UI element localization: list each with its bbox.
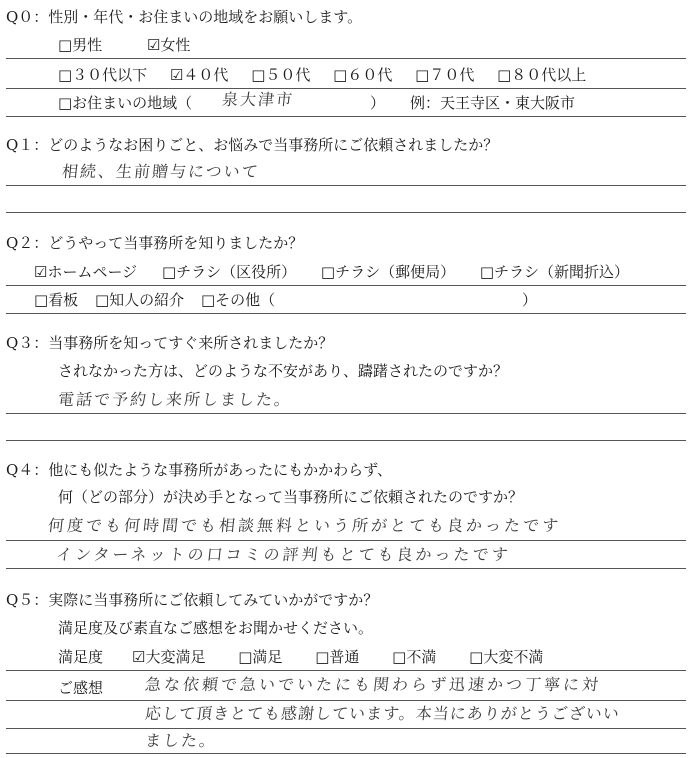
divider: [6, 58, 686, 59]
age-options: [58, 66, 604, 84]
impression-line3[interactable]: ました。: [144, 731, 219, 750]
region-label: □お住まいの地域（: [58, 94, 193, 112]
q1-answer[interactable]: 相続、生前贈与について: [61, 162, 261, 181]
checkbox-age-50s[interactable]: □５０代: [251, 66, 311, 84]
checkbox-very-satisfied[interactable]: ☑大変満足: [132, 648, 206, 666]
divider: [6, 700, 686, 701]
checkbox-other[interactable]: □その他（: [200, 291, 276, 309]
q5-title: Q５：実際に当事務所にご依頼してみていかがですか？: [6, 591, 379, 609]
satisfaction-label: 満足度: [58, 648, 104, 666]
checkbox-flyer-post-office[interactable]: □チラシ（郵便局）: [320, 263, 456, 281]
checkbox-age-30s-under[interactable]: □３０代以下: [58, 66, 148, 84]
divider: [6, 413, 686, 414]
q4-subtitle: 何（どの部分）が決め手となって当事務所にご依頼されたのですか？: [58, 488, 524, 506]
q2-title: Q２：どうやって当事務所を知りましたか？: [6, 234, 304, 252]
q3-answer[interactable]: 電話で予約し来所しました。: [57, 390, 294, 409]
q0-title: Q０：性別・年代・お住まいの地域をお願いします。: [6, 8, 363, 26]
divider: [6, 285, 686, 286]
checkbox-age-40s[interactable]: ☑４０代: [169, 66, 229, 84]
divider: [6, 116, 686, 117]
checkbox-male[interactable]: □男性: [58, 36, 103, 54]
region-close: ）: [370, 94, 386, 112]
checkbox-flyer-newspaper[interactable]: □チラシ（新聞折込）: [479, 263, 630, 281]
divider: [6, 88, 686, 89]
divider: [6, 568, 686, 569]
impression-line2[interactable]: 応して頂きとても感謝しています。本当にありがとうございい: [144, 704, 621, 723]
checkbox-referral[interactable]: □知人の紹介: [94, 291, 185, 309]
satisfaction-options: [132, 648, 561, 666]
impression-line1[interactable]: 急な依頼で急いでいたにも関わらず迅速かつ丁寧に対: [144, 675, 603, 694]
divider: [6, 185, 686, 186]
q4-answer-line2[interactable]: インターネットの口コミの評判もとても良かったです: [55, 545, 512, 564]
checkbox-age-80s-over[interactable]: □８０代以上: [497, 66, 587, 84]
q4-title: Q４：他にも似たような事務所があったにもかかわらず、: [6, 461, 392, 479]
checkbox-very-dissatisfied[interactable]: □大変不満: [469, 648, 544, 666]
q2-options-row2: [34, 291, 293, 309]
checkbox-signboard[interactable]: □看板: [34, 291, 79, 309]
checkbox-homepage[interactable]: ☑ホームページ: [34, 263, 138, 281]
q1-title: Q１：どのようなお困りごと、お悩みで当事務所にご依頼されましたか？: [6, 136, 499, 154]
checkbox-flyer-ward-office[interactable]: □チラシ（区役所）: [161, 263, 297, 281]
checkbox-age-60s[interactable]: □６０代: [333, 66, 393, 84]
q3-subtitle: されなかった方は、どのような不安があり、躊躇されたのですか？: [58, 362, 509, 380]
divider: [6, 440, 686, 441]
checkbox-age-70s[interactable]: □７０代: [415, 66, 475, 84]
region-example: 例：天王寺区・東大阪市: [410, 94, 576, 112]
divider: [6, 753, 686, 754]
divider: [6, 670, 686, 671]
checkbox-dissatisfied[interactable]: □不満: [392, 648, 437, 666]
checkbox-neutral[interactable]: □普通: [315, 648, 360, 666]
q4-answer-line1[interactable]: 何度でも何時間でも相談無料という所がとても良かったです: [47, 516, 563, 535]
divider: [6, 728, 686, 729]
divider: [6, 313, 686, 314]
q3-title: Q３：当事務所を知ってすぐ来所されましたか？: [6, 334, 334, 352]
checkbox-satisfied[interactable]: □満足: [238, 648, 283, 666]
impression-label: ご感想: [58, 679, 104, 697]
other-close: ）: [522, 291, 538, 309]
checkbox-female[interactable]: ☑女性: [146, 36, 191, 54]
region-answer[interactable]: 泉大津市: [221, 90, 296, 109]
gender-options: [58, 36, 208, 54]
divider: [6, 540, 686, 541]
q5-subtitle: 満足度及び素直なご感想をお聞かせください。: [58, 619, 374, 637]
q2-options-row1: [34, 263, 647, 281]
divider: [6, 212, 686, 213]
